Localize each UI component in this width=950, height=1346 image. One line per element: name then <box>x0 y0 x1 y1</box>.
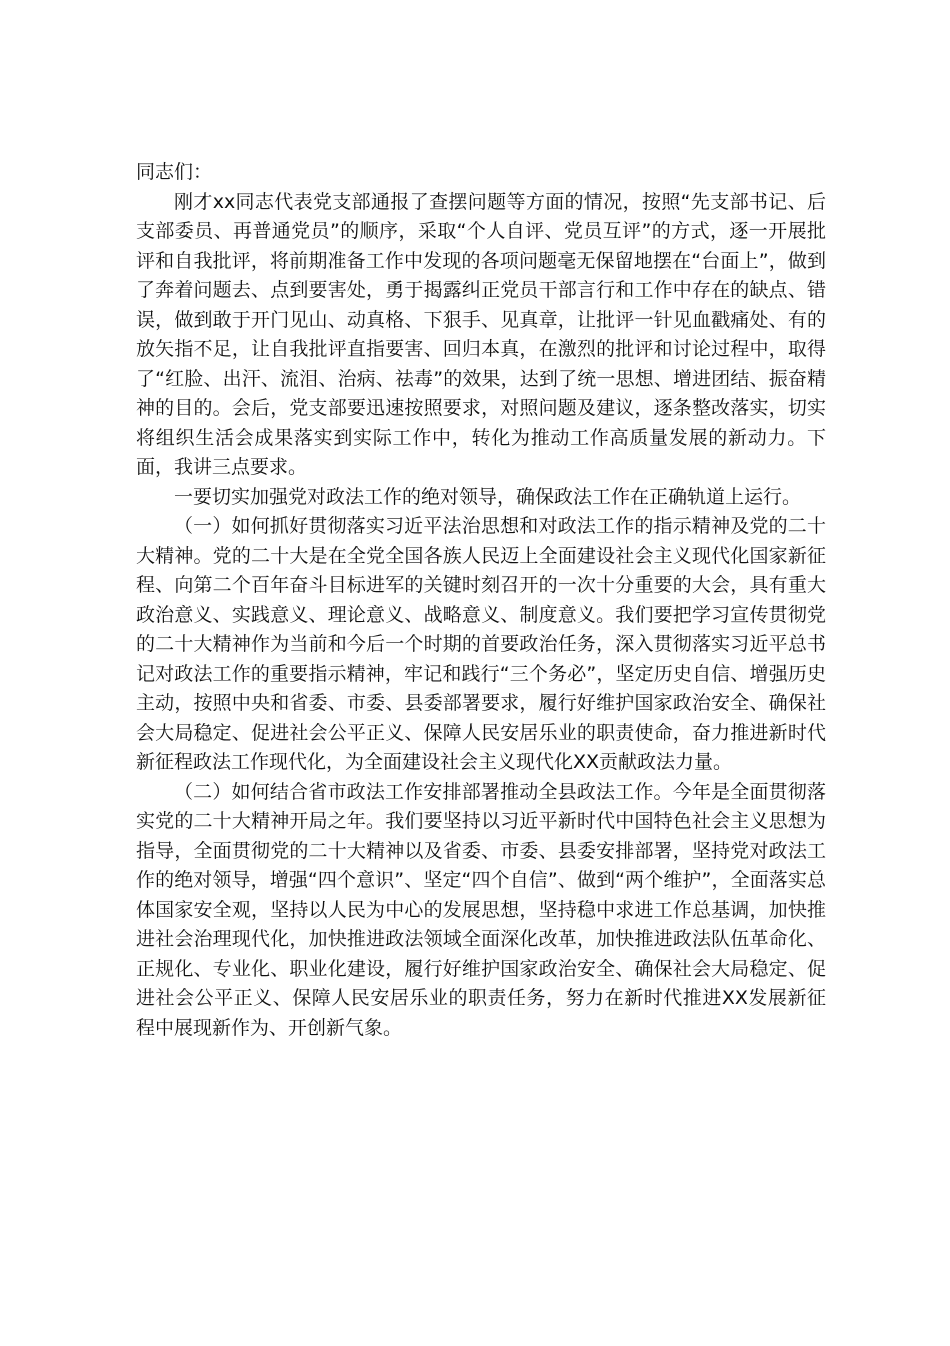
paragraph-opening: 刚才xx同志代表党支部通报了查摆问题等方面的情况，按照“先支部书记、后支部委员、再普通党员”的顺序，采取“个人自评、党员互评”的方式，逐一开展批评和自我批评，将前期准备工作中发现的各项问题毫无保留地摆在“台面上”，做到了奔着问题去、点到要害处，勇于揭露纠正党员干部言行和工作中存在的缺点、错误，做到敢于开门见山、动真格、下狠手、见真章，让批评一针见血戳痛处、有的放矢指不足，让自我批评直指要害、回归本真，在激烈的批评和讨论过程中，取得了“红脸、出汗、流泪、治病、祛毒”的效果，达到了统一思想、增进团结、振奋精神的目的。会后，党支部要迅速按照要求，对照问题及建议，逐条整改落实，切实将组织生活会成果落实到实际工作中，转化为推动工作高质量发展的新动力。下面，我讲三点要求。 <box>136 190 826 478</box>
paragraph-section-two: （二）如何结合省市政法工作安排部署推动全县政法工作。今年是全面贯彻落实党的二十大精神开局之年。我们要坚持以习近平新时代中国特色社会主义思想为指导，全面贯彻党的二十大精神以及省委、市委、县委安排部署，坚持党对政法工作的绝对领导，增强“四个意识”、坚定“四个自信”、做到“两个维护”，全面落实总体国家安全观，坚持以人民为中心的发展思想，坚持稳中求进工作总基调，加快推进社会治理现代化，加快推进政法领域全面深化改革，加快推进政法队伍革命化、正规化、专业化、职业化建设，履行好维护国家政治安全、确保社会大局稳定、促进社会公平正义、保障人民安居乐业的职责任务，努力在新时代推进XX发展新征程中展现新作为、开创新气象。 <box>136 780 826 1039</box>
paragraph-requirement-one: 一要切实加强党对政法工作的绝对领导，确保政法工作在正确轨道上运行。 <box>174 485 802 508</box>
salutation: 同志们： <box>136 161 213 183</box>
paragraph-section-one: （一）如何抓好贯彻落实习近平法治思想和对政法工作的指示精神及党的二十大精神。党的二十大是在全党全国各族人民迈上全面建设社会主义现代化国家新征程、向第二个百年奋斗目标进军的关键时刻召开的一次十分重要的大会，具有重大政治意义、实践意义、理论意义、战略意义、制度意义。我们要把学习宣传贯彻党的二十大精神作为当前和今后一个时期的首要政治任务，深入贯彻落实习近平总书记对政法工作的重要指示精神，牢记和践行“三个务必”，坚定历史自信、增强历史主动，按照中央和省委、市委、县委部署要求，履行好维护国家政治安全、确保社会大局稳定、促进社会公平正义、保障人民安居乐业的职责使命，奋力推进新时代新征程政法工作现代化，为全面建设社会主义现代化XX贡献政法力量。 <box>136 515 826 773</box>
document-body <box>136 158 826 1043</box>
